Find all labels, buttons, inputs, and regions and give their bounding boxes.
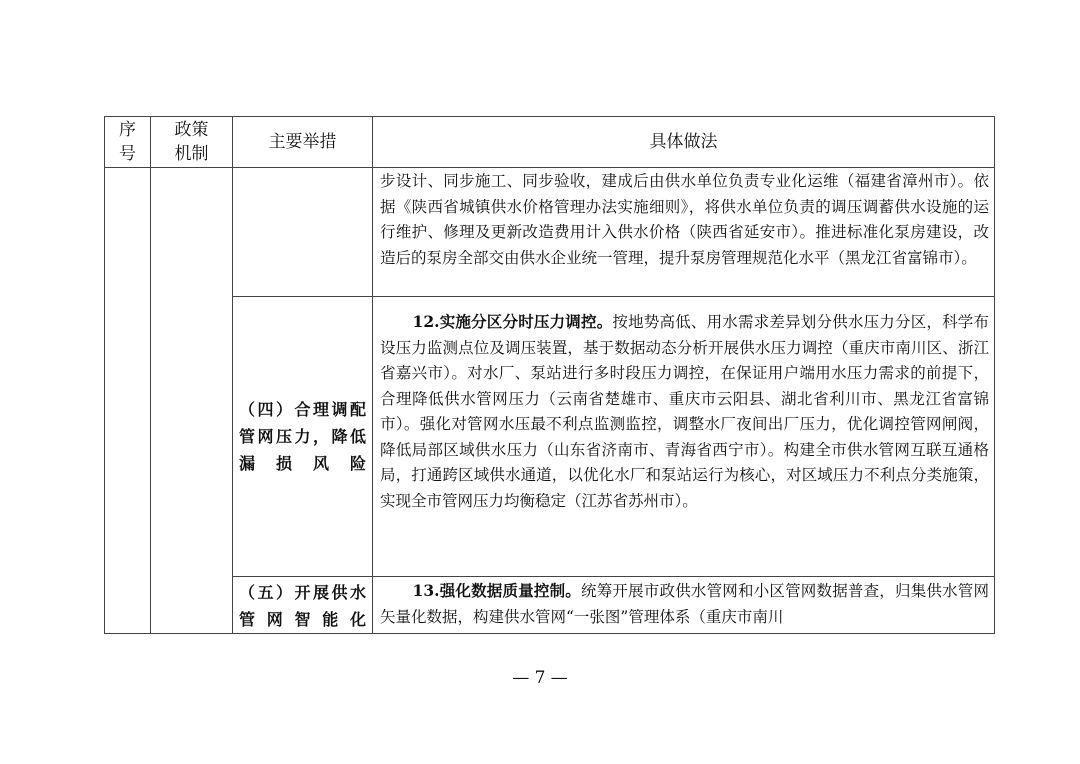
practice-cell bbox=[373, 577, 995, 634]
practice-lead: 12.实施分区分时压力调控。 bbox=[412, 312, 613, 331]
header-seq: 序号 bbox=[105, 117, 151, 168]
policy-table bbox=[104, 116, 995, 634]
measure-cell: （五）开展供水管网智能化 bbox=[233, 577, 373, 634]
practice-cell bbox=[373, 168, 995, 297]
practice-text: 步设计、同步施工、同步验收，建成后由供水单位负责专业化运维（福建省漳州市）。依据《陕西省城镇供水价格管理办法实施细则》，将供水单位负责的调压调蓄供水设施的运行维护、修理及更新改造费用计入供水价格（陕西省延安市）。推进标准化泵房建设，改造后的泵房全部交由供水企业统一管理，提升泵房管理规范化水平（黑龙江省富锦市）。 bbox=[380, 172, 989, 267]
measure-cell: （四）合理调配管网压力，降低漏损风险 bbox=[233, 297, 373, 577]
table-row bbox=[105, 168, 995, 297]
page-number: — 7 — bbox=[512, 668, 568, 688]
table-header-row bbox=[105, 117, 995, 168]
policy-cell bbox=[151, 168, 233, 634]
header-practice: 具体做法 bbox=[373, 117, 995, 168]
header-measures: 主要举措 bbox=[233, 117, 373, 168]
practice-text: 统筹开展市政供水管网和小区管网数据普查，归集供水管网矢量化数据，构建供水管网“一张图”管理体系（重庆市南川 bbox=[380, 582, 989, 626]
table-row bbox=[105, 577, 995, 634]
practice-lead: 13.强化数据质量控制。 bbox=[412, 581, 582, 600]
measure-cell bbox=[233, 168, 373, 297]
table-row bbox=[105, 297, 995, 577]
practice-cell bbox=[373, 297, 995, 577]
seq-cell bbox=[105, 168, 151, 634]
header-policy: 政策机制 bbox=[151, 117, 233, 168]
practice-text: 按地势高低、用水需求差异划分供水压力分区，科学布设压力监测点位及调压装置，基于数据动态分析开展供水压力调控（重庆市南川区、浙江省嘉兴市）。对水厂、泵站进行多时段压力调控，在保证用户端用水压力需求的前提下，合理降低供水管网压力（云南省楚雄市、重庆市云阳县、湖北省利川市、黑龙江省富锦市）。强化对管网水压最不利点监测监控，调整水厂夜间出厂压力，优化调控管网闸阀，降低局部区域供水压力（山东省济南市、青海省西宁市）。构建全市供水管网互联互通格局，打通跨区域供水通道，以优化水厂和泵站运行为核心，对区域压力不利点分类施策，实现全市管网压力均衡稳定（江苏省苏州市）。 bbox=[380, 313, 989, 510]
